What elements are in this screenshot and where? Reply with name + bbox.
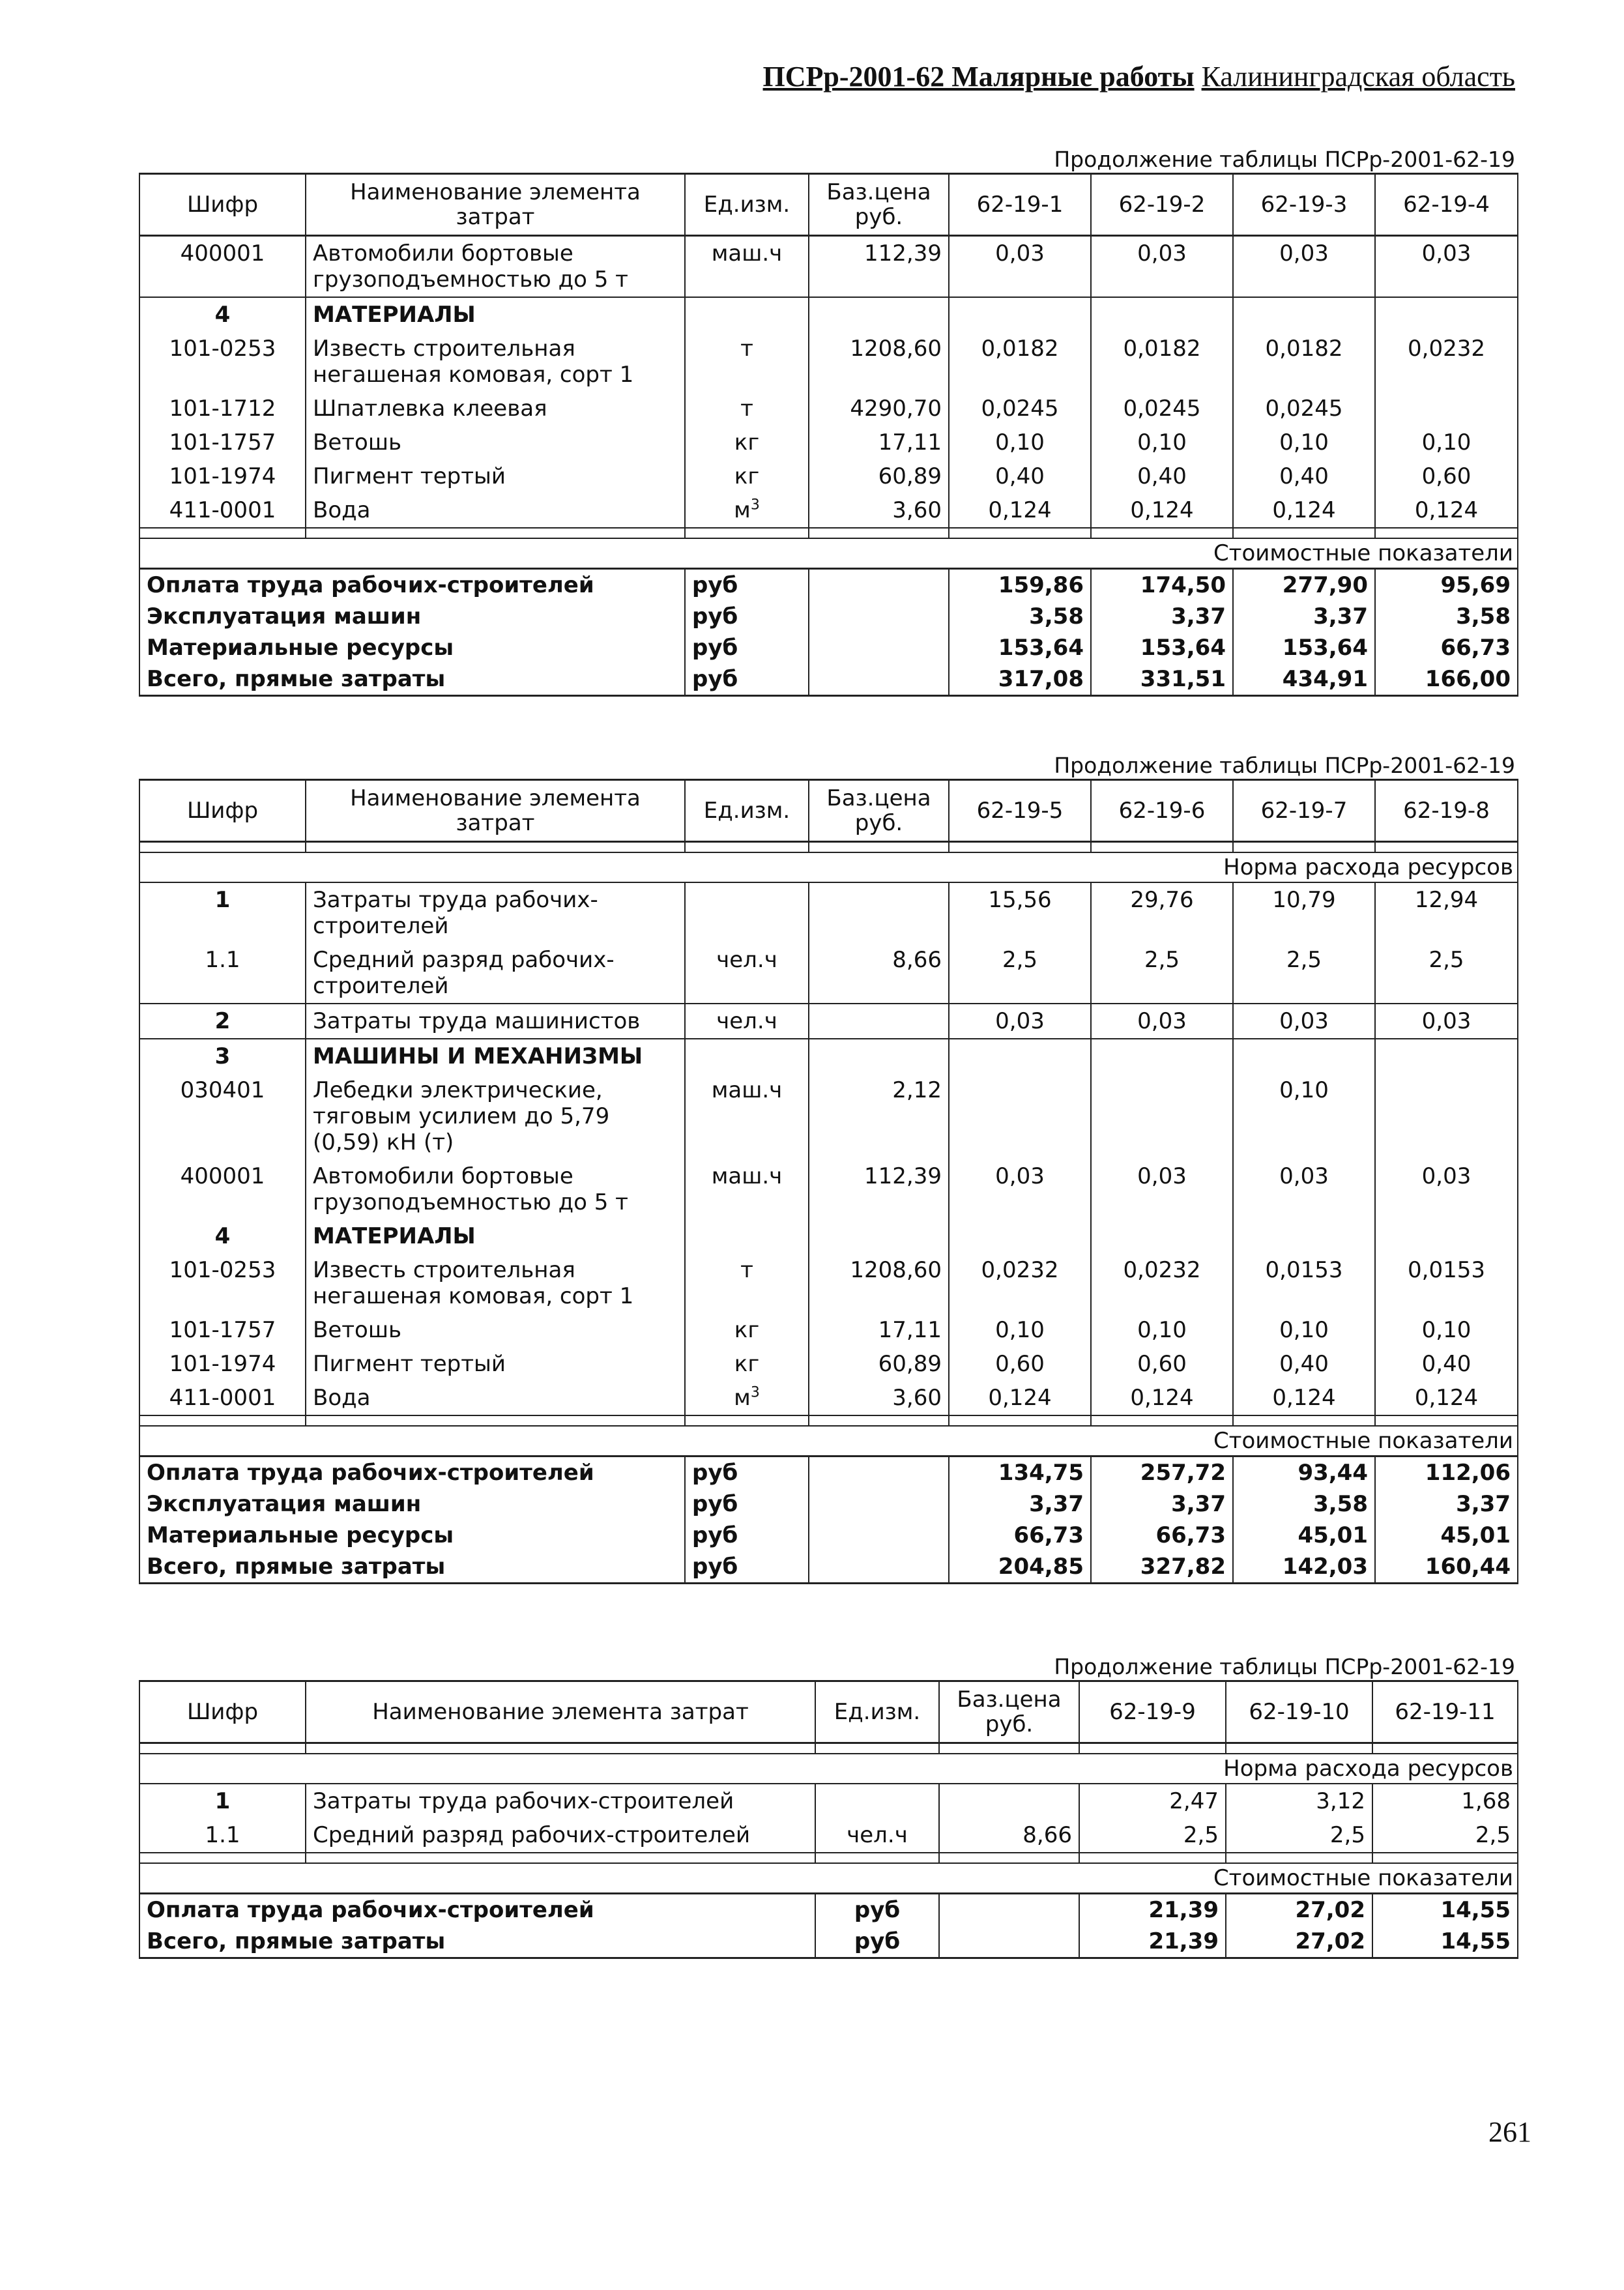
resource-price xyxy=(809,1004,949,1039)
total-unit: руб xyxy=(685,1551,809,1584)
norm-value: 0,10 xyxy=(949,1313,1091,1347)
total-unit: руб xyxy=(685,1488,809,1520)
table-row xyxy=(139,1253,1518,1313)
table-row xyxy=(139,882,1518,943)
norm-value: 0,0182 xyxy=(1233,332,1375,392)
total-value: 3,37 xyxy=(1091,601,1233,632)
resource-price: 3,60 xyxy=(809,1381,949,1415)
norm-value: 0,10 xyxy=(1375,426,1518,459)
norm-value: 2,5 xyxy=(1091,943,1233,1004)
resource-price: 1208,60 xyxy=(809,1253,949,1313)
total-value: 93,44 xyxy=(1233,1457,1375,1489)
resource-code: 400001 xyxy=(139,236,306,298)
norm-value: 0,124 xyxy=(1091,493,1233,528)
norm-value: 0,40 xyxy=(1233,1347,1375,1381)
col-code: Шифр xyxy=(139,174,306,236)
spacer-row xyxy=(139,528,1518,538)
total-value: 317,08 xyxy=(949,663,1091,696)
norm-value: 0,60 xyxy=(949,1347,1091,1381)
total-unit: руб xyxy=(685,663,809,696)
total-label: Всего, прямые затраты xyxy=(139,1551,685,1584)
table-row xyxy=(139,1818,1518,1853)
section-row xyxy=(139,1219,1518,1253)
total-value: 14,55 xyxy=(1372,1894,1518,1926)
norm-value: 0,0153 xyxy=(1233,1253,1375,1313)
total-label: Оплата труда рабочих-строителей xyxy=(139,1457,685,1489)
total-unit: руб xyxy=(685,601,809,632)
cubed-superscript: 3 xyxy=(750,1384,760,1401)
total-value: 21,39 xyxy=(1079,1926,1226,1958)
total-row xyxy=(139,663,1518,696)
resource-code: 101-0253 xyxy=(139,332,306,392)
resource-name: Пигмент тертый xyxy=(306,459,685,493)
col-norm: 62-19-5 xyxy=(949,780,1091,842)
document-title: ПСРр-2001-62 Малярные работы xyxy=(762,61,1195,93)
resource-unit: кг xyxy=(685,1347,809,1381)
col-price: Баз.цена руб. xyxy=(809,174,949,236)
col-norm: 62-19-3 xyxy=(1233,174,1375,236)
col-unit: Ед.изм. xyxy=(685,780,809,842)
resource-name: Ветошь xyxy=(306,426,685,459)
table-row xyxy=(139,1073,1518,1159)
norm-value: 0,03 xyxy=(949,1004,1091,1039)
resource-name: Затраты труда машинистов xyxy=(306,1004,685,1039)
resource-price xyxy=(939,1784,1079,1818)
col-code: Шифр xyxy=(139,780,306,842)
total-value: 3,37 xyxy=(1091,1488,1233,1520)
resource-code: 101-1757 xyxy=(139,1313,306,1347)
resource-name: Известь строительная негашеная комовая, сорт 1 xyxy=(306,1253,685,1313)
resource-name: Ветошь xyxy=(306,1313,685,1347)
table1-continuation-label: Продолжение таблицы ПСРр-2001-62-19 xyxy=(1054,147,1515,172)
col-name: Наименование элемента затрат xyxy=(306,780,685,842)
norm-value: 2,5 xyxy=(1233,943,1375,1004)
total-value: 3,37 xyxy=(1233,601,1375,632)
norm-value: 0,03 xyxy=(1233,236,1375,298)
table-row xyxy=(139,1004,1518,1039)
norm-value: 0,124 xyxy=(1233,1381,1375,1415)
total-row xyxy=(139,1926,1518,1958)
norm-value: 0,0245 xyxy=(949,392,1091,426)
unit-text: м xyxy=(734,1385,751,1411)
norm-value: 0,03 xyxy=(1091,1004,1233,1039)
section-title: МАШИНЫ И МЕХАНИЗМЫ xyxy=(306,1039,685,1073)
resource-code: 101-1712 xyxy=(139,392,306,426)
resource-name: Затраты труда рабочих-строителей xyxy=(306,882,685,943)
norm-value: 0,0182 xyxy=(1091,332,1233,392)
col-norm: 62-19-7 xyxy=(1233,780,1375,842)
total-unit: руб xyxy=(685,1520,809,1551)
band-label: Норма расхода ресурсов xyxy=(139,852,1518,882)
total-value: 3,58 xyxy=(949,601,1091,632)
resource-price: 1208,60 xyxy=(809,332,949,392)
norm-value: 0,40 xyxy=(1233,459,1375,493)
resource-price: 17,11 xyxy=(809,426,949,459)
band-cost-indicators xyxy=(139,1863,1518,1894)
resource-name: Пигмент тертый xyxy=(306,1347,685,1381)
norm-value: 0,40 xyxy=(949,459,1091,493)
table-row xyxy=(139,1347,1518,1381)
total-value: 14,55 xyxy=(1372,1926,1518,1958)
norm-value: 10,79 xyxy=(1233,882,1375,943)
norm-value: 3,12 xyxy=(1226,1784,1372,1818)
resource-name: Затраты труда рабочих-строителей xyxy=(306,1784,815,1818)
total-unit: руб xyxy=(815,1926,939,1958)
total-label: Эксплуатация машин xyxy=(139,601,685,632)
norm-value xyxy=(1375,1073,1518,1159)
total-value: 257,72 xyxy=(1091,1457,1233,1489)
resource-price: 2,12 xyxy=(809,1073,949,1159)
unit-text: м xyxy=(734,497,751,523)
norm-value: 0,10 xyxy=(1375,1313,1518,1347)
resource-code: 400001 xyxy=(139,1159,306,1219)
resource-code: 411-0001 xyxy=(139,1381,306,1415)
section-title: МАТЕРИАЛЫ xyxy=(306,1219,685,1253)
total-value: 95,69 xyxy=(1375,569,1518,601)
norm-value: 0,0232 xyxy=(1091,1253,1233,1313)
resource-code: 411-0001 xyxy=(139,493,306,528)
resource-name: Лебедки электрические, тяговым усилием до 5,79 (0,59) кН (т) xyxy=(306,1073,685,1159)
total-label: Материальные ресурсы xyxy=(139,1520,685,1551)
total-value: 142,03 xyxy=(1233,1551,1375,1584)
total-value: 27,02 xyxy=(1226,1894,1372,1926)
page-header xyxy=(717,60,1515,94)
total-value: 327,82 xyxy=(1091,1551,1233,1584)
norm-value: 0,0232 xyxy=(1375,332,1518,392)
total-label: Оплата труда рабочих-строителей xyxy=(139,569,685,601)
norm-value: 0,0153 xyxy=(1375,1253,1518,1313)
norm-value: 2,5 xyxy=(1375,943,1518,1004)
total-value: 153,64 xyxy=(949,632,1091,663)
resource-code: 1 xyxy=(139,882,306,943)
resource-unit: кг xyxy=(685,426,809,459)
total-value: 166,00 xyxy=(1375,663,1518,696)
total-value: 331,51 xyxy=(1091,663,1233,696)
norm-value: 0,10 xyxy=(1233,1313,1375,1347)
table-row xyxy=(139,459,1518,493)
table-row xyxy=(139,493,1518,528)
resource-code: 1.1 xyxy=(139,943,306,1004)
table-row xyxy=(139,332,1518,392)
total-value: 159,86 xyxy=(949,569,1091,601)
norm-value: 0,40 xyxy=(1091,459,1233,493)
total-label: Оплата труда рабочих-строителей xyxy=(139,1894,815,1926)
resource-unit: т xyxy=(685,392,809,426)
norm-value: 29,76 xyxy=(1091,882,1233,943)
norm-value: 0,10 xyxy=(1091,426,1233,459)
table2-continuation-label: Продолжение таблицы ПСРр-2001-62-19 xyxy=(1054,753,1515,778)
col-norm: 62-19-4 xyxy=(1375,174,1518,236)
norm-value: 0,124 xyxy=(1091,1381,1233,1415)
total-value: 153,64 xyxy=(1091,632,1233,663)
total-value: 3,37 xyxy=(1375,1488,1518,1520)
norm-value: 0,0182 xyxy=(949,332,1091,392)
total-row xyxy=(139,1488,1518,1520)
resource-unit xyxy=(815,1784,939,1818)
resource-price xyxy=(809,882,949,943)
norm-value: 0,0232 xyxy=(949,1253,1091,1313)
table-row xyxy=(139,236,1518,298)
total-row xyxy=(139,1894,1518,1926)
norm-value: 0,124 xyxy=(1375,1381,1518,1415)
col-norm: 62-19-1 xyxy=(949,174,1091,236)
spacer-row xyxy=(139,842,1518,853)
total-label: Материальные ресурсы xyxy=(139,632,685,663)
norm-value: 0,124 xyxy=(949,1381,1091,1415)
norm-value: 0,03 xyxy=(949,1159,1091,1219)
norm-value: 15,56 xyxy=(949,882,1091,943)
band-label: Норма расхода ресурсов xyxy=(139,1754,1518,1784)
resource-unit: маш.ч xyxy=(685,1159,809,1219)
total-row xyxy=(139,632,1518,663)
total-value: 112,06 xyxy=(1375,1457,1518,1489)
total-row xyxy=(139,569,1518,601)
table-row xyxy=(139,426,1518,459)
total-label: Всего, прямые затраты xyxy=(139,1926,815,1958)
section-code: 4 xyxy=(139,1219,306,1253)
norm-value xyxy=(949,1073,1091,1159)
col-unit: Ед.изм. xyxy=(815,1681,939,1743)
table-row xyxy=(139,1784,1518,1818)
band-label: Стоимостные показатели xyxy=(139,1426,1518,1457)
col-price: Баз.цена руб. xyxy=(809,780,949,842)
cubed-superscript: 3 xyxy=(750,497,760,514)
resource-code: 030401 xyxy=(139,1073,306,1159)
total-unit: руб xyxy=(685,569,809,601)
section-code: 3 xyxy=(139,1039,306,1073)
total-value: 66,73 xyxy=(949,1520,1091,1551)
resource-unit: маш.ч xyxy=(685,236,809,298)
table-row xyxy=(139,943,1518,1004)
col-code: Шифр xyxy=(139,1681,306,1743)
resource-unit: т xyxy=(685,1253,809,1313)
norm-value: 2,5 xyxy=(1372,1818,1518,1853)
resource-name: Шпатлевка клеевая xyxy=(306,392,685,426)
norm-value: 0,03 xyxy=(1375,1004,1518,1039)
norm-value: 0,0245 xyxy=(1091,392,1233,426)
resource-name: Вода xyxy=(306,1381,685,1415)
norm-value: 12,94 xyxy=(1375,882,1518,943)
total-unit: руб xyxy=(685,1457,809,1489)
total-value: 21,39 xyxy=(1079,1894,1226,1926)
norm-value: 0,10 xyxy=(1233,1073,1375,1159)
spacer-row xyxy=(139,1743,1518,1754)
total-value: 134,75 xyxy=(949,1457,1091,1489)
band-cost-indicators xyxy=(139,538,1518,569)
resource-name: Автомобили бортовые грузоподъемностью до 5 т xyxy=(306,236,685,298)
band-label: Стоимостные показатели xyxy=(139,538,1518,569)
col-norm: 62-19-6 xyxy=(1091,780,1233,842)
table3-header-row xyxy=(139,1681,1518,1743)
resource-price: 60,89 xyxy=(809,1347,949,1381)
section-row xyxy=(139,297,1518,332)
resource-unit xyxy=(685,882,809,943)
col-norm: 62-19-2 xyxy=(1091,174,1233,236)
spacer-row xyxy=(139,1415,1518,1426)
region-name: Калининградская область xyxy=(1201,61,1515,93)
norm-value: 0,60 xyxy=(1091,1347,1233,1381)
total-value: 45,01 xyxy=(1375,1520,1518,1551)
norm-value: 0,03 xyxy=(1091,236,1233,298)
col-name: Наименование элемента затрат xyxy=(306,174,685,236)
col-norm: 62-19-11 xyxy=(1372,1681,1518,1743)
resource-name: Средний разряд рабочих-строителей xyxy=(306,1818,815,1853)
resource-price: 8,66 xyxy=(809,943,949,1004)
resource-name: Автомобили бортовые грузоподъемностью до 5 т xyxy=(306,1159,685,1219)
total-unit: руб xyxy=(815,1894,939,1926)
norm-value xyxy=(1375,392,1518,426)
table2-header-row xyxy=(139,780,1518,842)
norm-value: 0,124 xyxy=(1375,493,1518,528)
resource-code: 1 xyxy=(139,1784,306,1818)
total-value: 27,02 xyxy=(1226,1926,1372,1958)
norm-value: 0,124 xyxy=(1233,493,1375,528)
norm-value: 0,10 xyxy=(1091,1313,1233,1347)
resource-price: 3,60 xyxy=(809,493,949,528)
norm-value: 2,5 xyxy=(1079,1818,1226,1853)
col-name: Наименование элемента затрат xyxy=(306,1681,815,1743)
total-value: 153,64 xyxy=(1233,632,1375,663)
norm-value: 0,03 xyxy=(1091,1159,1233,1219)
total-value: 204,85 xyxy=(949,1551,1091,1584)
total-value: 66,73 xyxy=(1091,1520,1233,1551)
resource-unit: чел.ч xyxy=(815,1818,939,1853)
norm-value: 2,5 xyxy=(949,943,1091,1004)
resource-unit: чел.ч xyxy=(685,943,809,1004)
resource-code: 101-1757 xyxy=(139,426,306,459)
norm-value: 2,5 xyxy=(1226,1818,1372,1853)
col-norm: 62-19-10 xyxy=(1226,1681,1372,1743)
norm-value: 0,03 xyxy=(1375,236,1518,298)
resource-price: 8,66 xyxy=(939,1818,1079,1853)
resource-name: Вода xyxy=(306,493,685,528)
total-value: 3,37 xyxy=(949,1488,1091,1520)
norm-value: 0,10 xyxy=(1233,426,1375,459)
band-resource-norms xyxy=(139,852,1518,882)
norm-value: 0,03 xyxy=(1233,1004,1375,1039)
norm-value: 1,68 xyxy=(1372,1784,1518,1818)
resource-unit: маш.ч xyxy=(685,1073,809,1159)
norm-value: 0,03 xyxy=(1375,1159,1518,1219)
band-cost-indicators xyxy=(139,1426,1518,1457)
col-norm: 62-19-9 xyxy=(1079,1681,1226,1743)
resource-unit: кг xyxy=(685,459,809,493)
total-row xyxy=(139,1457,1518,1489)
norm-value: 0,124 xyxy=(949,493,1091,528)
total-label: Эксплуатация машин xyxy=(139,1488,685,1520)
total-value: 45,01 xyxy=(1233,1520,1375,1551)
resource-unit-cubic xyxy=(685,493,809,528)
section-title: МАТЕРИАЛЫ xyxy=(306,297,685,332)
table1 xyxy=(139,173,1518,697)
section-row xyxy=(139,1039,1518,1073)
total-value: 174,50 xyxy=(1091,569,1233,601)
resource-code: 1.1 xyxy=(139,1818,306,1853)
table-row xyxy=(139,392,1518,426)
band-resource-norms xyxy=(139,1754,1518,1784)
norm-value: 0,40 xyxy=(1375,1347,1518,1381)
table1-header-row xyxy=(139,174,1518,236)
resource-price: 17,11 xyxy=(809,1313,949,1347)
total-row xyxy=(139,601,1518,632)
resource-code: 101-1974 xyxy=(139,459,306,493)
resource-name: Известь строительная негашеная комовая, сорт 1 xyxy=(306,332,685,392)
table3 xyxy=(139,1680,1518,1959)
total-value: 277,90 xyxy=(1233,569,1375,601)
table-row xyxy=(139,1159,1518,1219)
norm-value: 0,03 xyxy=(949,236,1091,298)
resource-unit: чел.ч xyxy=(685,1004,809,1039)
table3-continuation-label: Продолжение таблицы ПСРр-2001-62-19 xyxy=(1054,1654,1515,1679)
resource-code: 101-0253 xyxy=(139,1253,306,1313)
resource-unit: т xyxy=(685,332,809,392)
total-value: 3,58 xyxy=(1233,1488,1375,1520)
total-value: 3,58 xyxy=(1375,601,1518,632)
total-row xyxy=(139,1551,1518,1584)
resource-name: Средний разряд рабочих-строителей xyxy=(306,943,685,1004)
norm-value: 2,47 xyxy=(1079,1784,1226,1818)
resource-price: 60,89 xyxy=(809,459,949,493)
table-row xyxy=(139,1313,1518,1347)
total-value: 434,91 xyxy=(1233,663,1375,696)
table2 xyxy=(139,779,1518,1584)
col-price: Баз.цена руб. xyxy=(939,1681,1079,1743)
norm-value xyxy=(1091,1073,1233,1159)
page-number: 261 xyxy=(1488,2116,1531,2148)
col-norm: 62-19-8 xyxy=(1375,780,1518,842)
resource-price: 4290,70 xyxy=(809,392,949,426)
norm-value: 0,03 xyxy=(1233,1159,1375,1219)
resource-price: 112,39 xyxy=(809,236,949,298)
resource-code: 2 xyxy=(139,1004,306,1039)
total-value: 66,73 xyxy=(1375,632,1518,663)
total-unit: руб xyxy=(685,632,809,663)
col-unit: Ед.изм. xyxy=(685,174,809,236)
total-label: Всего, прямые затраты xyxy=(139,663,685,696)
resource-code: 101-1974 xyxy=(139,1347,306,1381)
spacer-row xyxy=(139,1853,1518,1863)
norm-value: 0,0245 xyxy=(1233,392,1375,426)
resource-unit: кг xyxy=(685,1313,809,1347)
norm-value: 0,60 xyxy=(1375,459,1518,493)
resource-price: 112,39 xyxy=(809,1159,949,1219)
band-label: Стоимостные показатели xyxy=(139,1863,1518,1894)
norm-value: 0,10 xyxy=(949,426,1091,459)
resource-unit-cubic xyxy=(685,1381,809,1415)
total-row xyxy=(139,1520,1518,1551)
table-row xyxy=(139,1381,1518,1415)
section-code: 4 xyxy=(139,297,306,332)
total-value: 160,44 xyxy=(1375,1551,1518,1584)
